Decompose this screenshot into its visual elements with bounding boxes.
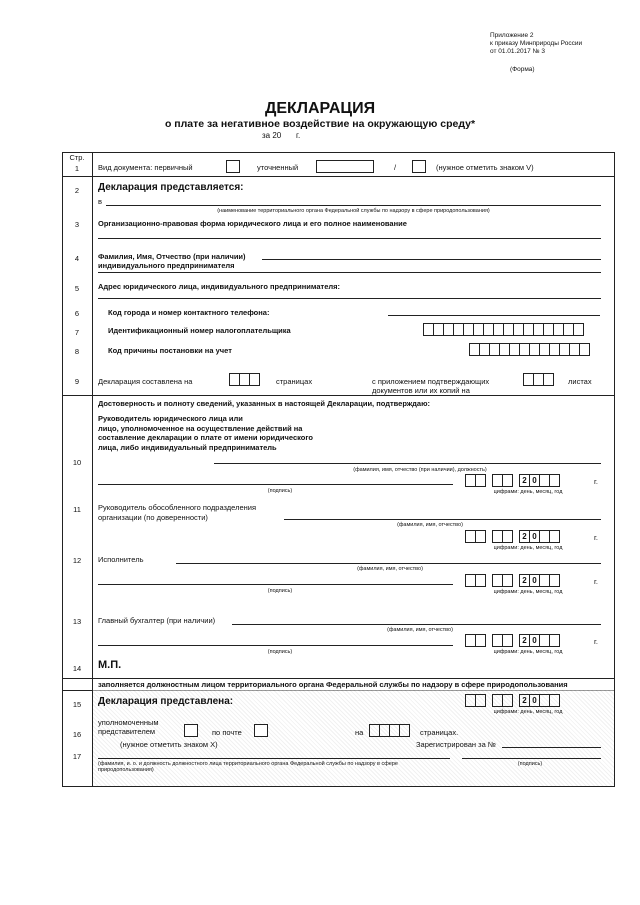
accountant-label: Главный бухгалтер (при наличии): [98, 616, 216, 625]
kpp-label: Код причины постановки на учет: [108, 346, 232, 355]
row-number: 8: [74, 347, 80, 356]
date-caption: цифрами: день, месяц, год: [493, 489, 563, 495]
sheets-cells[interactable]: [524, 373, 554, 386]
sheets-word: листах: [568, 377, 592, 386]
post-checkbox[interactable]: [254, 724, 268, 737]
official-pages-cells[interactable]: [370, 724, 410, 737]
pages-word: страницах: [276, 377, 313, 386]
inn-cells[interactable]: [424, 323, 584, 336]
kpp-cells[interactable]: [470, 343, 590, 356]
official-fio-caption: (фамилия, и. о. и должность должностного лица территориального органа Федеральной службы по надзору в сфере природопользования): [98, 761, 398, 773]
row-number: 17: [72, 752, 82, 761]
authorized-note: (нужное отметить знаком X): [120, 740, 218, 749]
authority-name-field[interactable]: [106, 205, 601, 206]
row-number: 9: [74, 377, 80, 386]
pages-label: Декларация составлена на: [98, 377, 193, 386]
row-number: 3: [74, 220, 80, 229]
primary-checkbox[interactable]: [226, 160, 240, 173]
fio-label-2: индивидуального предпринимателя: [98, 261, 235, 270]
year-g: г.: [594, 637, 598, 646]
head-description: Руководитель юридического лица или лицо, уполномоченное на осуществление действий на составление декларации о плате от имени юридического лица, либо индивидуальный предприниматель: [98, 414, 313, 452]
year-prefix: за 20: [262, 131, 282, 140]
row-number: 7: [74, 328, 80, 337]
authorized-label: уполномоченным представителем: [98, 718, 159, 736]
fio-caption: (фамилия, имя, отчество (при наличии), должность): [353, 467, 487, 473]
confirmation-heading: Достоверность и полноту сведений, указанных в настоящей Декларации, подтверждаю:: [98, 399, 430, 408]
row-number: 14: [72, 664, 82, 673]
official-pages-word: страницах.: [420, 728, 459, 737]
year-suffix: г.: [296, 131, 301, 140]
col-header: Стр.: [69, 153, 85, 162]
phone-field[interactable]: [388, 315, 600, 316]
sign-caption: (подпись): [267, 488, 293, 494]
executor-fio-field[interactable]: [176, 563, 601, 564]
pages-cells[interactable]: [230, 373, 260, 386]
head-fio-field[interactable]: [214, 463, 601, 464]
fio-caption: (фамилия, имя, отчество): [397, 522, 463, 528]
corrected-number-field[interactable]: [316, 160, 374, 173]
row-number: 2: [74, 186, 80, 195]
org-form-label: Организационно-правовая форма юридического лица и его полное наименование: [98, 219, 407, 228]
slash: /: [394, 163, 397, 172]
fio-caption: (фамилия, имя, отчество): [387, 627, 453, 633]
year-g: г.: [594, 477, 598, 486]
row-number: 15: [72, 700, 82, 709]
on-label: на: [355, 728, 364, 737]
address-field[interactable]: [98, 298, 601, 299]
stamp-place: М.П.: [98, 659, 122, 671]
row-number: 16: [72, 730, 82, 739]
date-cells[interactable]: 2 0: [466, 574, 560, 587]
date-caption: цифрами: день, месяц, год: [493, 649, 563, 655]
row-number: 1: [74, 164, 80, 173]
year-g: г.: [594, 533, 598, 542]
date-caption: цифрами: день, месяц, год: [493, 545, 563, 551]
row-number: 12: [72, 556, 82, 565]
date-cells[interactable]: 2 0: [466, 530, 560, 543]
corrected-checkbox[interactable]: [412, 160, 426, 173]
date-cells[interactable]: 2 0: [466, 694, 560, 707]
executor-signature-field[interactable]: [98, 584, 453, 585]
executor-label: Исполнитель: [98, 555, 144, 564]
appendix-line: к приказу Минприроды России: [490, 40, 583, 47]
inn-label: Идентификационный номер налогоплательщика: [108, 326, 291, 335]
row-number: 10: [72, 458, 82, 467]
date-caption: цифрами: день, месяц, год: [493, 709, 563, 715]
registration-number-field[interactable]: [502, 747, 601, 748]
accountant-fio-field[interactable]: [232, 624, 601, 625]
page-subtitle: о плате за негативное воздействие на окружающую среду*: [164, 118, 476, 130]
page-title: ДЕКЛАРАЦИЯ: [264, 100, 376, 117]
attach-label-2: документов или их копий на: [372, 386, 470, 395]
fio-caption: (фамилия, имя, отчество): [357, 566, 423, 572]
org-name-field[interactable]: [98, 238, 601, 239]
phone-label: Код города и номер контактного телефона:: [108, 308, 270, 317]
entrepreneur-name-field[interactable]: [262, 259, 601, 260]
row-number: 11: [73, 505, 81, 514]
year-g: г.: [594, 577, 598, 586]
form-label: (Форма): [510, 66, 535, 73]
submitted-to-prefix: в: [98, 197, 102, 206]
branch-head-label: Руководитель обособленного подразделения организации (по доверенности): [98, 503, 257, 522]
entrepreneur-name-field-2[interactable]: [98, 272, 601, 273]
head-signature-field[interactable]: [98, 484, 453, 485]
date-caption: цифрами: день, месяц, год: [493, 589, 563, 595]
sign-caption: (подпись): [267, 649, 293, 655]
branch-fio-field[interactable]: [284, 519, 601, 520]
appendix-line: Приложение 2: [490, 32, 534, 39]
row-number: 4: [74, 254, 80, 263]
row-number: 5: [74, 284, 80, 293]
post-label: по почте: [212, 728, 242, 737]
authority-caption: (наименование территориального органа Федеральной службы по надзору в сфере природопользования): [217, 208, 490, 214]
sign-caption: (подпись): [267, 588, 293, 594]
sign-caption: (подпись): [517, 761, 543, 767]
submitted-label: Декларация представлена:: [98, 696, 234, 707]
row-number: 6: [74, 309, 80, 318]
doc-type-label: Вид документа: первичный: [98, 163, 193, 172]
doc-type-note: (нужное отметить знаком V): [436, 163, 534, 172]
date-cells[interactable]: 2 0: [466, 474, 560, 487]
address-label: Адрес юридического лица, индивидуального предпринимателя:: [98, 282, 341, 291]
official-fio-field[interactable]: [98, 758, 450, 759]
official-note: заполняется должностным лицом территориального органа Федеральной службы по надзору в сфере природопользования: [98, 680, 568, 689]
submitted-to-label: Декларация представляется:: [98, 182, 244, 193]
corrected-label: уточненный: [257, 163, 299, 172]
attach-label: с приложением подтверждающих: [372, 377, 490, 386]
accountant-signature-field[interactable]: [98, 645, 453, 646]
row-number: 13: [72, 617, 82, 626]
authorized-checkbox[interactable]: [184, 724, 198, 737]
appendix-block: [490, 32, 582, 56]
date-cells[interactable]: 2 0: [466, 634, 560, 647]
registered-label: Зарегистрирован за №: [416, 740, 496, 749]
official-signature-field[interactable]: [462, 758, 601, 759]
fio-label: Фамилия, Имя, Отчество (при наличии): [98, 252, 246, 261]
appendix-line: от 01.01.2017 № 3: [490, 48, 545, 55]
